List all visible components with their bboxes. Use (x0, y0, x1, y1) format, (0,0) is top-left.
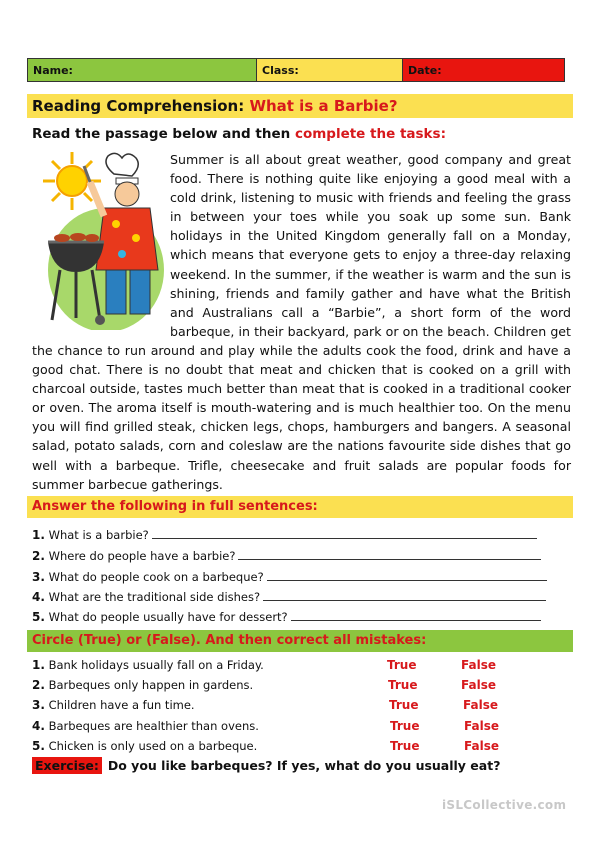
question-text: What do people usually have for dessert? (48, 610, 288, 624)
question-3 (32, 569, 547, 584)
true-option[interactable]: True (388, 678, 418, 692)
question-text: What is a barbie? (48, 528, 149, 542)
barbecue-chef-illustration (32, 150, 170, 340)
false-option[interactable]: False (464, 739, 499, 753)
question-number: 2. (32, 549, 45, 563)
exercise-question: Do you like barbeques? If yes, what do you usually eat? (107, 758, 501, 773)
true-option[interactable]: True (390, 719, 420, 733)
tf-statement: Barbeques only happen in gardens. (48, 678, 254, 692)
questions-heading: Answer the following in full sentences: (27, 496, 573, 518)
tf-item-3 (32, 698, 195, 712)
name-field[interactable]: Name: (28, 59, 257, 81)
instruction-prefix: Read the passage below and then (32, 126, 291, 142)
false-option[interactable]: False (461, 658, 496, 672)
tf-number: 5. (32, 739, 45, 753)
answer-line[interactable] (263, 589, 546, 601)
true-option[interactable]: True (389, 698, 419, 712)
reading-passage (32, 150, 571, 494)
answer-line[interactable] (238, 548, 541, 560)
answer-line[interactable] (291, 609, 541, 621)
false-option[interactable]: False (461, 678, 496, 692)
answer-line[interactable] (152, 527, 537, 539)
tf-number: 3. (32, 698, 45, 712)
watermark: iSLCollective.com (442, 798, 567, 812)
tf-statement: Barbeques are healthier than ovens. (48, 719, 259, 733)
question-text: Where do people have a barbie? (48, 549, 236, 563)
true-false-heading: Circle (True) or (False). And then correct all mistakes: (27, 630, 573, 652)
class-field[interactable]: Class: (257, 59, 403, 81)
true-option[interactable]: True (387, 658, 417, 672)
question-2 (32, 548, 541, 563)
question-number: 5. (32, 610, 45, 624)
question-text: What do people cook on a barbeque? (48, 570, 264, 584)
question-number: 4. (32, 590, 45, 604)
page-title (27, 94, 573, 118)
title-topic: What is a Barbie? (249, 97, 398, 115)
tf-item-1 (32, 658, 264, 672)
false-option[interactable]: False (463, 698, 498, 712)
title-prefix: Reading Comprehension: (32, 97, 245, 115)
true-option[interactable]: True (390, 739, 420, 753)
question-4 (32, 589, 546, 604)
exercise-tag: Exercise: (32, 757, 102, 774)
question-5 (32, 609, 541, 624)
passage-text: Summer is all about great weather, good company and great food. There is nothing quite like enjoying a good meal with a cold drink, listening to music with friends and feeling the grass in between your toes while you soak up some sun. Bank holidays in the United Kingdom generally fall on a Monday, which means that everyone gets to enjoy a three-day relaxing weekend. In the summer, if the weather is warm and the sun is shining, friends and family gather and have what the British and Australians call a “Barbie”, a short form of the word barbeque, in their backyard, park or on the beach. Children get the chance to run around and play while the adults cook the food, drink and have a good chat. There is no doubt that meat and chicken that is cooked on a grill with charcoal outside, tastes much better than meat that is cooked in a traditional cooker or oven. The aroma itself is mouth-watering and is much healthier too. On the menu you will find grilled steak, chicken legs, chops, hamburgers and bangers. A seasonal salad, potato salads, corn and coleslaw are the nations favourite side dishes that go well with a barbeque. Trifle, cheesecake and fruit salads are popular foods for summer barbecue gatherings. (32, 152, 571, 492)
answer-line[interactable] (267, 569, 547, 581)
date-field[interactable]: Date: (403, 59, 564, 81)
tf-number: 4. (32, 719, 45, 733)
tf-statement: Bank holidays usually fall on a Friday. (48, 658, 264, 672)
false-option[interactable]: False (464, 719, 499, 733)
tf-item-2 (32, 678, 253, 692)
tf-item-5 (32, 739, 257, 753)
tf-item-4 (32, 719, 259, 733)
exercise (32, 758, 500, 773)
question-1 (32, 527, 537, 542)
instruction-highlight: complete the tasks: (294, 126, 446, 142)
tf-number: 2. (32, 678, 45, 692)
question-number: 3. (32, 570, 45, 584)
student-info-bar (27, 58, 565, 82)
barbecue-chef-icon (32, 150, 164, 330)
instruction (32, 126, 446, 142)
question-number: 1. (32, 528, 45, 542)
tf-statement: Chicken is only used on a barbeque. (48, 739, 258, 753)
tf-number: 1. (32, 658, 45, 672)
tf-statement: Children have a fun time. (48, 698, 195, 712)
question-text: What are the traditional side dishes? (48, 590, 261, 604)
